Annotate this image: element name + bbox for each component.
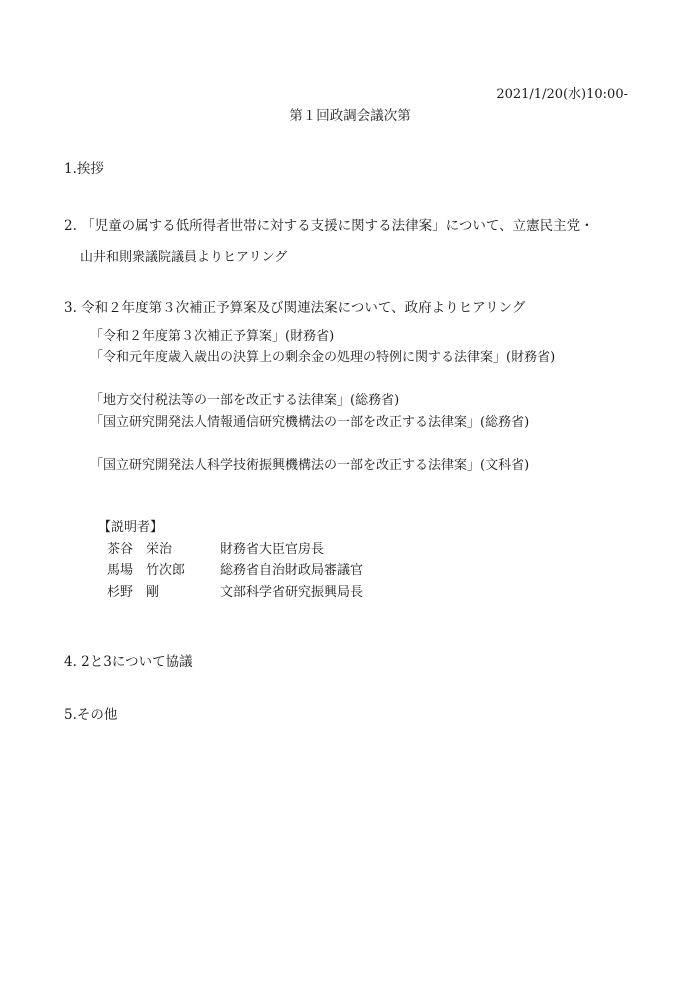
explainer-name: 茶谷 栄治 — [107, 542, 173, 557]
explainer-role: 文部科学省研究振興局長 — [220, 585, 364, 600]
agenda-item-4: 4. 2と3について協議 — [64, 654, 193, 670]
bill-item: 「国立研究開発法人科学技術振興機構法の一部を改正する法律案」(文科省) — [90, 458, 530, 473]
agenda-item-2-line-2: 山井和則衆議院議員よりヒアリング — [80, 250, 288, 265]
explainers-heading: 【説明者】 — [98, 520, 164, 535]
page-title: 第１回政調会議次第 — [289, 108, 411, 124]
bill-item: 「令和元年度歳入歳出の決算上の剰余金の処理の特例に関する法律案」(財務省) — [90, 350, 556, 365]
agenda-item-5: 5.その他 — [64, 707, 118, 723]
meeting-date: 2021/1/20(水)10:00- — [496, 87, 628, 102]
explainer-role: 財務省大臣官房長 — [220, 542, 325, 557]
explainer-role: 総務省自治財政局審議官 — [220, 563, 364, 578]
agenda-item-3: 3. 令和２年度第３次補正予算案及び関連法案について、政府よりヒアリング — [64, 300, 526, 316]
bill-item: 「地方交付税法等の一部を改正する法律案」(総務省) — [90, 393, 400, 408]
explainer-name: 馬場 竹次郎 — [107, 563, 186, 578]
bill-item: 「国立研究開発法人情報通信研究機構法の一部を改正する法律案」(総務省) — [90, 415, 530, 430]
explainer-name: 杉野 剛 — [107, 585, 160, 600]
agenda-item-2-line-1: 2. 「児童の属する低所得者世帯に対する支援に関する法律案」について、立憲民主党・ — [64, 218, 594, 234]
agenda-item-1: 1.挨拶 — [64, 161, 104, 177]
bill-item: 「令和２年度第３次補正予算案」(財務省) — [90, 329, 335, 344]
